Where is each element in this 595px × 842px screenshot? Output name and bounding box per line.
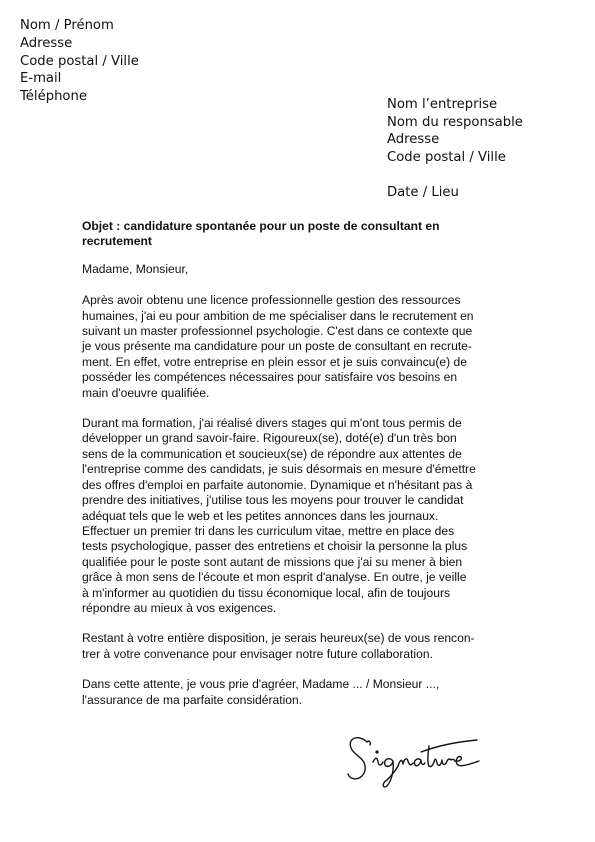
paragraph-line: suivant un master professionnel psychologie. C'est dans ce contexte que bbox=[82, 324, 473, 339]
paragraph-line: posséder les compétences nécessaires pour satisfaire vos besoins en bbox=[82, 370, 458, 385]
recipient-company: Nom l’entreprise bbox=[387, 97, 498, 112]
subject-line bbox=[82, 219, 508, 250]
sender-address: Adresse bbox=[20, 35, 73, 51]
recipient-address: Adresse bbox=[387, 132, 440, 148]
letter-body bbox=[82, 219, 508, 723]
paragraph-line: humaines, j'ai eu pour ambition de me spécialiser dans le recrutement en bbox=[82, 308, 474, 323]
paragraph-line: Restant à votre entière disposition, je serais heureux(se) de vous rencon- bbox=[82, 631, 475, 646]
paragraph-line: Après avoir obtenu une licence professionnelle gestion des ressources bbox=[82, 293, 461, 308]
paragraph-line: à m'informer au quotidien du tissu économique local, afin de toujours bbox=[82, 585, 451, 600]
paragraph-line: grâce à mon sens de l'écoute et mon esprit d'analyse. En outre, je veille bbox=[82, 570, 467, 585]
subject-text-line: recrutement bbox=[82, 234, 152, 249]
paragraph-line: adéquat tels que le web et les petites annonces dans les journaux. bbox=[82, 508, 439, 523]
paragraph-line: trer à votre convenance pour envisager notre future collaboration. bbox=[82, 646, 433, 661]
recipient-manager: Nom du responsable bbox=[387, 114, 523, 130]
sender-phone: Téléphone bbox=[20, 89, 87, 105]
paragraph-line: main d'oeuvre qualifiée. bbox=[82, 385, 210, 400]
sender-postcode-city: Code postal / Ville bbox=[20, 53, 139, 69]
paragraph-line: Durant ma formation, j'ai réalisé divers stages qui m'ont tous permis de bbox=[82, 416, 462, 431]
paragraph-experience bbox=[82, 416, 508, 616]
recipient-postcode-city: Code postal / Ville bbox=[387, 149, 506, 165]
paragraph-closing bbox=[82, 677, 508, 708]
salutation: Madame, Monsieur, bbox=[82, 261, 189, 276]
subject-text-line: Objet : candidature spontanée pour un poste de consultant en bbox=[82, 219, 440, 233]
paragraph-line: ment. En effet, votre entreprise en plein essor et je suis convaincu(e) de bbox=[82, 354, 467, 369]
paragraph-line: Dans cette attente, je vous prie d'agréer, Madame ... / Monsieur ..., bbox=[82, 677, 440, 692]
sender-address-block bbox=[20, 17, 139, 106]
date-place: Date / Lieu bbox=[387, 185, 459, 201]
recipient-address-block bbox=[387, 96, 523, 202]
paragraph-availability bbox=[82, 631, 508, 662]
paragraph-line: répondre au mieux à vos exigences. bbox=[82, 600, 277, 615]
sender-email: E-mail bbox=[20, 71, 62, 87]
paragraph-line: Effectuer un premier tri dans les curriculum vitae, mettre en place des bbox=[82, 523, 455, 538]
paragraph-line: l'entreprise comme des candidats, je suis désormais en mesure d'émettre bbox=[82, 462, 476, 477]
paragraph-line: tests psychologique, passer des entretiens et choisir la personne la plus bbox=[82, 539, 468, 554]
paragraph-line: sens de la communication et soucieux(se) de répondre aux attentes de bbox=[82, 446, 462, 461]
paragraph-line: prendre des initiatives, j'utilise tous les moyens pour trouver le candidat bbox=[82, 493, 464, 508]
sender-name: Nom / Prénom bbox=[20, 18, 114, 33]
paragraph-line: l'assurance de ma parfaite considération. bbox=[82, 692, 303, 707]
paragraph-line: des offres d'emploi en parfaite autonomie. Dynamique et n'hésitant pas à bbox=[82, 477, 473, 492]
handwritten-signature bbox=[345, 728, 483, 790]
paragraph-line: qualifiée pour le poste sont autant de missions que j'ai su mener à bien bbox=[82, 554, 463, 569]
paragraph-line: je vous présente ma candidature pour un poste de consultant en recrute- bbox=[82, 339, 472, 354]
paragraph-line: développer un grand savoir-faire. Rigoureux(se), doté(e) d'un très bon bbox=[82, 431, 457, 446]
paragraph-introduction bbox=[82, 293, 508, 401]
